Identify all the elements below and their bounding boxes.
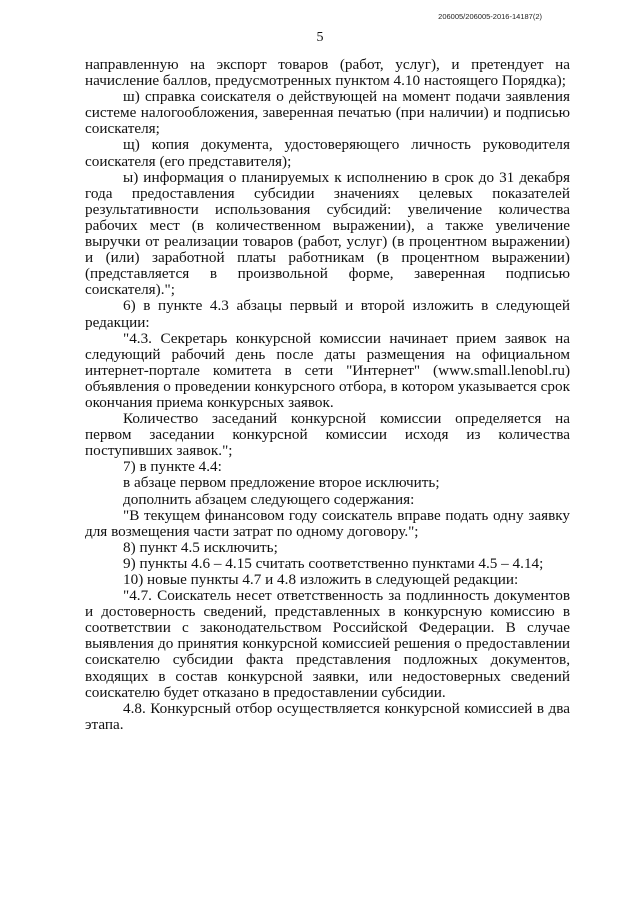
paragraph-clause-4-7: "4.7. Соискатель несет ответственность за подлинность документов и достоверность сведений, представленных в конкурсную комиссию в соответствии с законодательством Российской Федерации. В случае выявления до принятия конкурсной комиссией решения о предоставлении соискателю субсидии факта представления подложных документов, входящих в состав конкурсной заявки, или недостоверных сведений соискателю будет отказано в предоставлении субсидии.	[85, 587, 570, 701]
page-number: 5	[316, 30, 324, 45]
document-id: 206005/206005-2016-14187(2)	[438, 12, 542, 21]
paragraph-meetings-count: Количество заседаний конкурсной комиссии определяется на первом заседании конкурсной комиссии исходя из количества поступивших заявок.";	[85, 410, 570, 460]
paragraph-add-abzac: дополнить абзацем следующего содержания:	[123, 490, 415, 508]
paragraph-amendment-6: 6) в пункте 4.3 абзацы первый и второй изложить в следующей редакции:	[85, 297, 570, 331]
paragraph-one-application: "В текущем финансовом году соискатель вправе подать одну заявку для возмещения части затрат по одному договору.";	[85, 506, 570, 540]
paragraph-clause-4-3: "4.3. Секретарь конкурсной комиссии начинает прием заявок на следующий рабочий день после даты размещения на официальном интернет-портале комитета в сети "Интернет" (www.small.lenobl.ru) объявления о проведении конкурсного отбора, в котором указывается срок окончания приема конкурсных заявок.	[85, 329, 570, 411]
paragraph-amendment-10: 10) новые пункты 4.7 и 4.8 изложить в следующей редакции:	[123, 571, 519, 588]
paragraph-amendment-7: 7) в пункте 4.4:	[123, 458, 222, 476]
paragraph-exclude-sentence: в абзаце первом предложение второе исключить;	[123, 474, 440, 492]
paragraph-clause-4-8: 4.8. Конкурсный отбор осуществляется конкурсной комиссией в два этапа.	[85, 699, 570, 733]
paragraph-continuation: направленную на экспорт товаров (работ, услуг), и претендует на начисление баллов, предусмотренных пунктом 4.10 настоящего Порядка);	[85, 56, 570, 90]
paragraph-item-shch: щ) копия документа, удостоверяющего личность руководителя соискателя (его представителя);	[85, 136, 570, 170]
paragraph-item-y: ы) информация о планируемых к исполнению в срок до 31 декабря года предоставления субсидии значениях целевых показателей результативности использования субсидий: увеличение количества рабочих мест (в количественном выражении), а также увеличение выручки от реализации товаров (работ, услуг) (в процентном выражении) и (или) заработной платы работникам (в процентном выражении) (представляется в произвольной форме, заверенная подписью соискателя).";	[85, 168, 570, 299]
paragraph-amendment-9: 9) пункты 4.6 – 4.15 считать соответственно пунктами 4.5 – 4.14;	[123, 554, 544, 572]
paragraph-item-sh: ш) справка соискателя о действующей на момент подачи заявления системе налогообложения, заверенная печатью (при наличии) и подписью соискателя;	[85, 88, 570, 138]
document-body	[85, 57, 570, 733]
paragraph-amendment-8: 8) пункт 4.5 исключить;	[123, 538, 278, 556]
